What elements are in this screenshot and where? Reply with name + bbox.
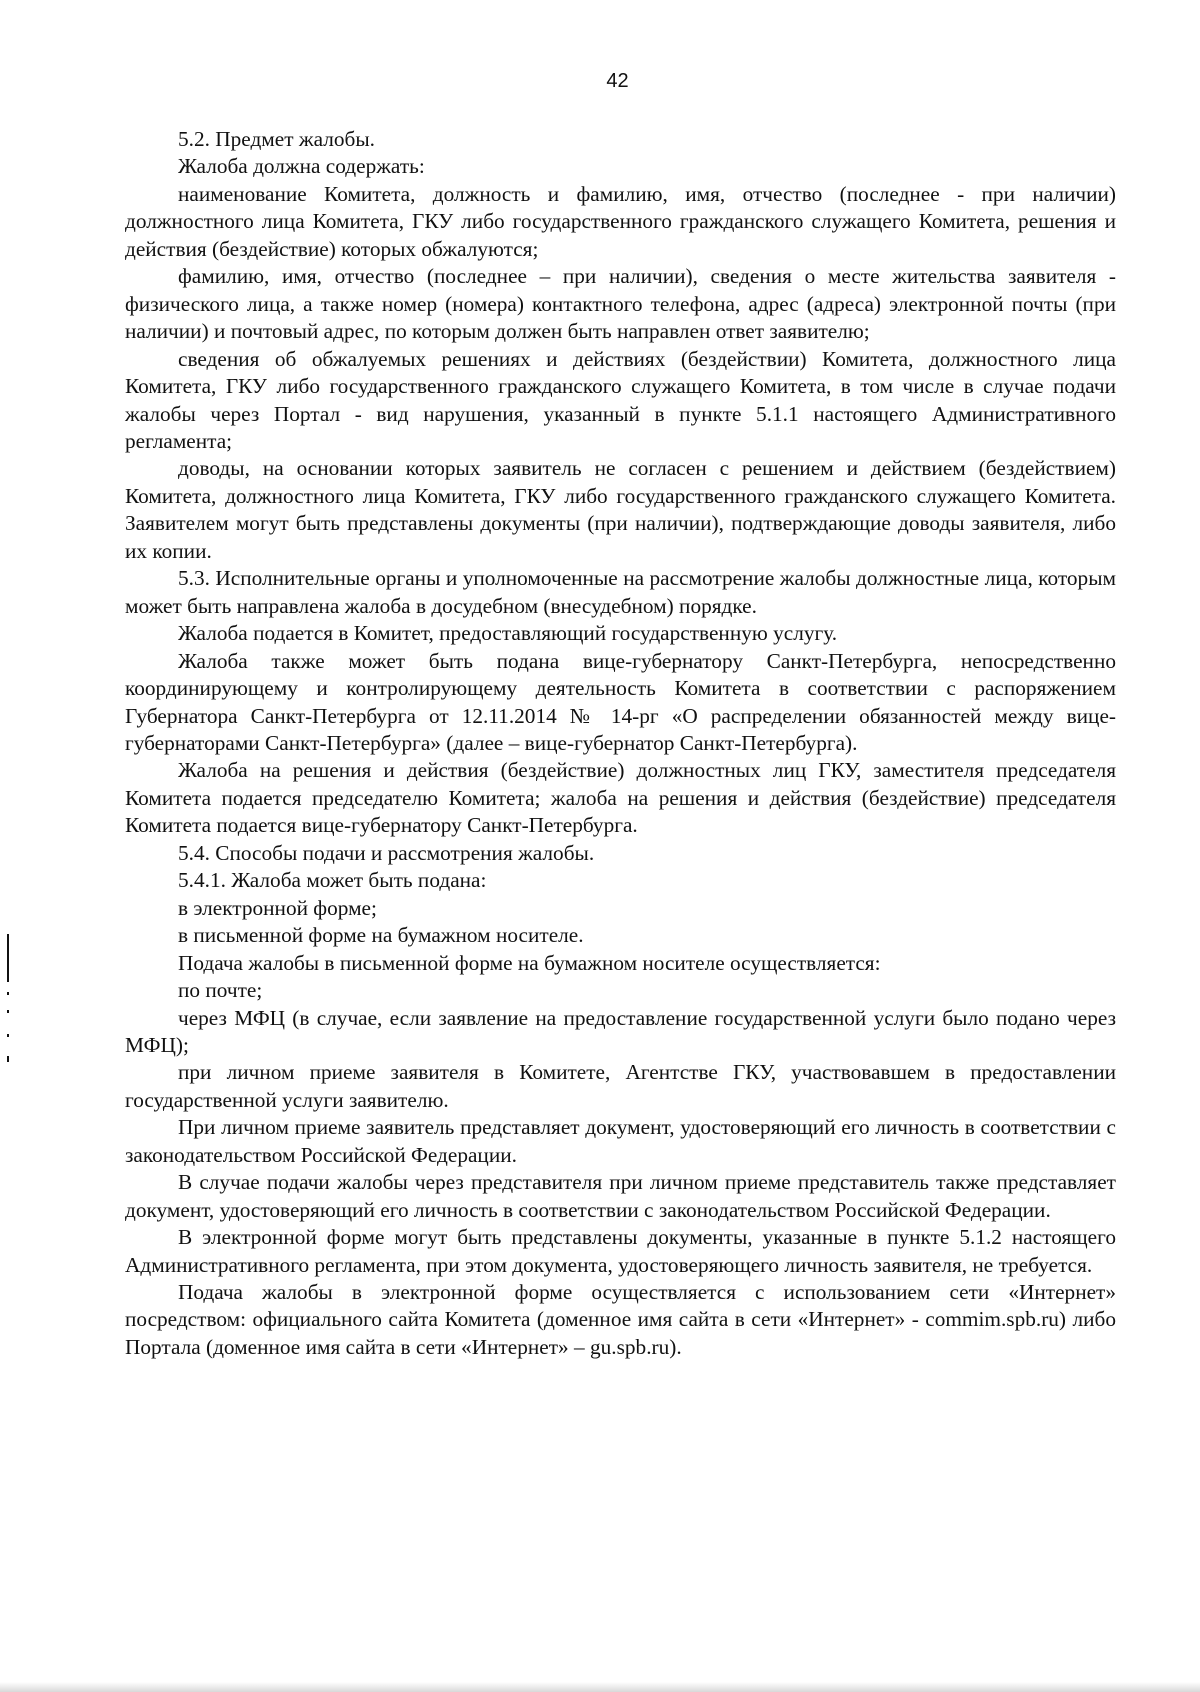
paragraph: наименование Комитета, должность и фамилию, имя, отчество (последнее - при наличии) должностного лица Комитета, ГКУ либо государственного гражданского служащего Комитета, решения и действия (бездействие) которых обжалуются; bbox=[125, 181, 1116, 261]
paragraph: 5.2. Предмет жалобы. bbox=[178, 127, 375, 151]
document-body bbox=[125, 126, 1116, 1361]
paragraph: 5.3. Исполнительные органы и уполномоченные на рассмотрение жалобы должностные лица, которым может быть направлена жалоба в досудебном (внесудебном) порядке. bbox=[125, 566, 1116, 618]
paragraph: сведения об обжалуемых решениях и действиях (бездействии) Комитета, должностного лица Комитета, ГКУ либо государственного гражданского служащего Комитета, в том числе в случае подачи жалобы через Портал - вид нарушения, указанный в пункте 5.1.1 настоящего Административного регламента; bbox=[125, 346, 1116, 453]
paragraph: Подача жалобы в письменной форме на бумажном носителе осуществляется: bbox=[178, 950, 881, 975]
paragraph: доводы, на основании которых заявитель не согласен с решением и действием (бездействием) Комитета, должностного лица Комитета, ГКУ либо государственного гражданского служащего Комитета. Заявителем могут быть представлены документы (при наличии), подтверждающие доводы заявителя, либо их копии. bbox=[125, 456, 1116, 563]
paragraph: через МФЦ (в случае, если заявление на предоставление государственной услуги было подано через МФЦ); bbox=[125, 1005, 1116, 1057]
paragraph: В случае подачи жалобы через представителя при личном приеме представитель также представляет документ, удостоверяющий его личность в соответствии с законодательством Российской Федерации. bbox=[125, 1170, 1116, 1222]
paragraph: Жалоба должна содержать: bbox=[178, 154, 425, 179]
scan-margin-mark bbox=[7, 934, 9, 982]
scan-margin-mark bbox=[7, 992, 9, 995]
scan-margin-mark bbox=[7, 1034, 9, 1037]
scan-margin-mark bbox=[7, 1056, 9, 1062]
scan-bottom-edge bbox=[0, 1682, 1200, 1692]
paragraph: В электронной форме могут быть представлены документы, указанные в пункте 5.1.2 настоящего Административного регламента, при этом документа, удостоверяющего личность заявителя, не требуется. bbox=[125, 1225, 1116, 1277]
paragraph: Подача жалобы в электронной форме осуществляется с использованием сети «Интернет» посредством: официального сайта Комитета (доменное имя сайта в сети «Интернет» - commim.spb.ru) либо Портала (доменное имя сайта в сети «Интернет» – gu.spb.ru). bbox=[125, 1280, 1116, 1359]
paragraph: в письменной форме на бумажном носителе. bbox=[178, 923, 584, 948]
paragraph: Жалоба также может быть подана вице-губернатору Санкт-Петербурга, непосредственно координирующему и контролирующему деятельность Комитета в соответствии с распоряжением Губернатора Санкт-Петербурга от 12.11.2014 № 14-рг «О распределении обязанностей между вице-губернаторами Санкт-Петербурга» (далее – вице-губернатор Санкт-Петербурга). bbox=[125, 648, 1116, 755]
paragraph: фамилию, имя, отчество (последнее – при наличии), сведения о месте жительства заявителя - физического лица, а также номер (номера) контактного телефона, адрес (адреса) электронной почты (при наличии) и почтовый адрес, по которым должен быть направлен ответ заявителю; bbox=[125, 264, 1116, 344]
paragraph: при личном приеме заявителя в Комитете, Агентстве ГКУ, участвовавшем в предоставлении государственной услуги заявителю. bbox=[125, 1060, 1116, 1112]
paragraph: по почте; bbox=[178, 978, 263, 1003]
page-number: 42 bbox=[606, 70, 629, 92]
paragraph: При личном приеме заявитель представляет документ, удостоверяющий его личность в соответствии с законодательством Российской Федерации. bbox=[125, 1115, 1116, 1167]
paragraph: 5.4.1. Жалоба может быть подана: bbox=[178, 868, 487, 893]
paragraph: Жалоба на решения и действия (бездействие) должностных лиц ГКУ, заместителя председателя Комитета подается председателю Комитета; жалоба на решения и действия (бездействие) председателя Комитета подается вице-губернатору Санкт-Петербурга. bbox=[125, 758, 1116, 838]
scan-margin-mark bbox=[7, 1010, 9, 1013]
paragraph: 5.4. Способы подачи и рассмотрения жалобы. bbox=[178, 840, 595, 865]
paragraph: в электронной форме; bbox=[178, 895, 377, 920]
paragraph: Жалоба подается в Комитет, предоставляющий государственную услугу. bbox=[178, 621, 838, 646]
